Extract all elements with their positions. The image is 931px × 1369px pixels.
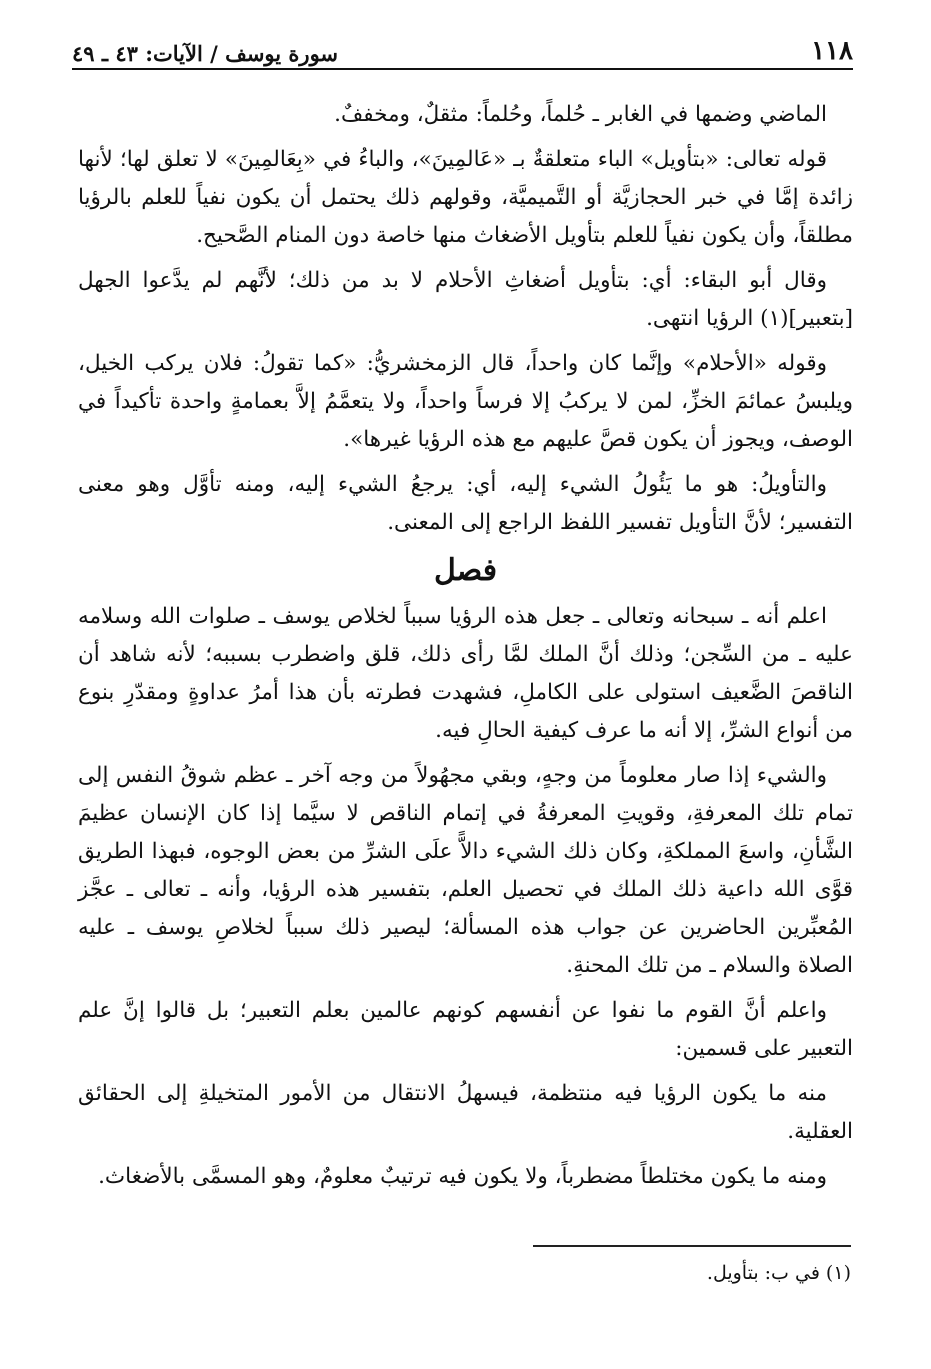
section-heading: فصل — [433, 553, 498, 588]
running-title: سورة يوسف / الآيات: ٤٣ ـ ٤٩ — [72, 41, 339, 66]
paragraph: الماضي وضمها في الغابر ـ حُلماً، وحُلماً: مثقلٌ، ومخففٌ. — [334, 102, 827, 127]
paragraph: والشيء إذا صار معلوماً من وجهٍ، وبقي مجهُولاً من وجه آخر ـ عظم شوقُ النفس إلى تمام تلك المعرفةِ، وقويتِ المعرفةُ في إتمام الناقص لا سيَّما إذا كان الإنسان عظيمَ الشَّأنِ، واسعَ المملكةِ، وكان ذلك الشيء دالاًّ علَى الشرِّ من بعض الوجوه، فبهذا الطريق قوَّى الله داعية ذلك الملك في تحصيل العلم، بتفسير هذه الرؤيا، وأنه ـ تعالى ـ عجَّز المُعبِّرين الحاضرين عن جواب هذه المسألة؛ ليصير ذلك سبباً لخلاصِ يوسف ـ عليه الصلاة والسلام ـ من تلك المحنةِ. — [78, 763, 853, 978]
paragraph: اعلم أنه ـ سبحانه وتعالى ـ جعل هذه الرؤيا سبباً لخلاص يوسف ـ صلوات الله وسلامه عليه ـ من السِّجن؛ وذلك أنَّ الملك لمَّا رأى ذلك، قلق واضطرب بسببه؛ لأنه شاهد أن الناقصَ الضَّعيف استولى على الكاملِ، فشهدت فطرته بأن هذا أمرُ عداوةٍ ومقدّرِ بنوع من أنواع الشرِّ، إلا أنه ما عرف كيفية الحالِ فيه. — [78, 604, 853, 743]
paragraph: واعلم أنَّ القوم ما نفوا عن أنفسهم كونهم عالمين بعلم التعبير؛ بل قالوا إنَّ علم التعبير على قسمين: — [78, 998, 853, 1061]
page-body — [78, 96, 853, 1203]
paragraph: والتأويلُ: هو ما يَئُولُ الشيء إليه، أي: يرجعُ الشيء إليه، ومنه تأوَّل وهو معنى التفسير؛ لأنَّ التأويل تفسير اللفظ الراجع إلى المعنى. — [78, 472, 853, 535]
paragraph: وقال أبو البقاء: أي: بتأويل أضغاثِ الأحلام لا بد من ذلك؛ لأنَّهم لم يدَّعوا الجهل [بتعبير](١) الرؤيا انتهى. — [78, 268, 853, 331]
paragraph: ومنه ما يكون مختلطاً مضطرباً، ولا يكون فيه ترتيبٌ معلومٌ، وهو المسمَّى بالأضغاث. — [98, 1164, 827, 1189]
page-number: ١١٨ — [811, 36, 853, 66]
paragraph: منه ما يكون الرؤيا فيه منتظمة، فيسهلُ الانتقال من الأمور المتخيلةِ إلى الحقائق العقلية. — [78, 1081, 853, 1144]
footnote-divider — [533, 1245, 851, 1247]
page-header — [72, 30, 853, 70]
paragraph: وقوله «الأحلام» وإنَّما كان واحداً، قال الزمخشريُّ: «كما تقولُ: فلان يركب الخيل، ويلبسُ عمائمَ الخزِّ، لمن لا يركبُ إلا فرساً واحداً، ولا يتعمَّمُ إلاَّ بعمامةٍ واحدة تأكيداً في الوصف، ويجوز أن يكون قصَّ عليهم مع هذه الرؤيا غيرها». — [78, 351, 853, 452]
footnote: (١) في ب: بتأويل. — [706, 1262, 851, 1284]
paragraph: قوله تعالى: «بتأويل» الباء متعلقةٌ بـ «عَالمِينَ»، والباءُ في «بِعَالمِينَ» لا تعلق لها؛ لأنها زائدة إمَّا في خبر الحجازيَّة أو التَّميميَّة، وقولهم ذلك يحتمل أن يكون نفياً للعلم بالرؤيا مطلقاً، وأن يكون نفياً للعلم بتأويل الأضغاث منها خاصة دون المنام الصَّحيح. — [78, 147, 853, 248]
